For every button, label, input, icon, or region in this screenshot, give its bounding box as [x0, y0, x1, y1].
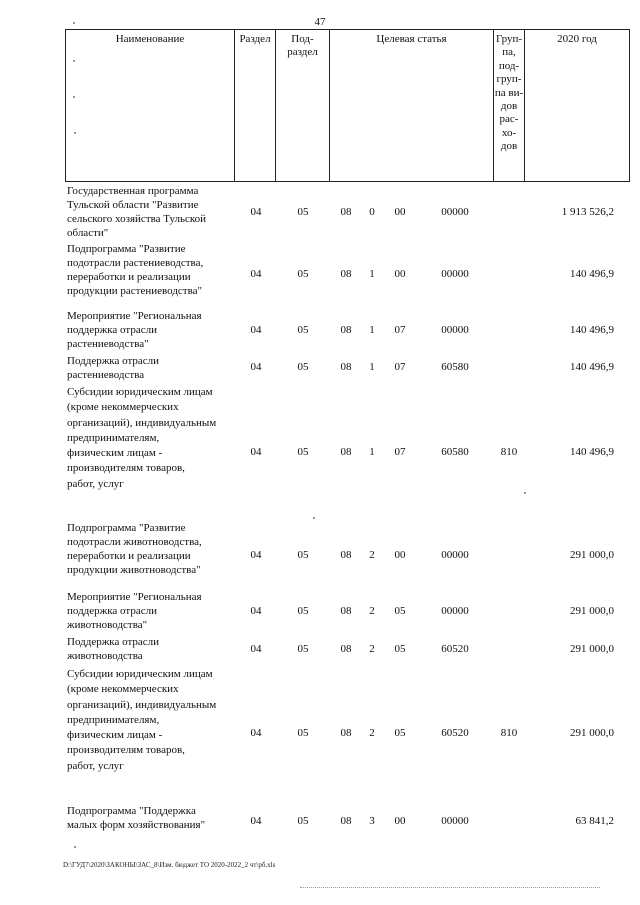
row-name: Государственная программа Тульской области "Развитие сельского хозяйства Тульской области" [67, 185, 207, 239]
cell-measure: 00 [394, 206, 406, 218]
cell-subprogram: 2 [369, 605, 375, 617]
row-name: Подпрограмма "Развитие подотрасли растениеводства, переработки и реализации продукции растениеводства" [67, 243, 204, 297]
cell-direction: 00000 [441, 324, 469, 336]
cell-program: 08 [340, 549, 352, 561]
cell-sum: 291 000,0 [570, 605, 614, 617]
cell-razdel: 04 [250, 446, 262, 458]
row-name: Подпрограмма "Развитие подотрасли животноводства, переработки и реализации продукции животноводства" [67, 522, 202, 576]
cell-direction: 00000 [441, 815, 469, 827]
cell-program: 08 [340, 268, 352, 280]
cell-podrazdel: 05 [297, 815, 309, 827]
row-name: Субсидии юридическим лицам (кроме некоммерческих организаций), индивидуальным предпринимателям, физическим лицам - производителям товаров, работ, услуг [67, 668, 217, 772]
header-celevaya: Целевая статья [376, 33, 447, 45]
row-name: Мероприятие "Региональная поддержка отрасли животноводства" [67, 591, 202, 631]
cell-podrazdel: 05 [297, 324, 309, 336]
cell-program: 08 [340, 815, 352, 827]
cell-measure: 05 [394, 643, 406, 655]
cell-subprogram: 1 [369, 361, 375, 373]
cell-subprogram: 0 [369, 206, 375, 218]
header-divider [524, 29, 525, 182]
cell-sum: 140 496,9 [570, 324, 614, 336]
scan-speck [73, 96, 75, 98]
row-name: Субсидии юридическим лицам (кроме некоммерческих организаций), индивидуальным предпринимателям, физическим лицам - производителям товаров, работ, услуг [67, 386, 217, 490]
scan-speck [74, 846, 76, 848]
scan-speck [313, 517, 315, 519]
scan-speck [73, 22, 75, 24]
cell-subprogram: 3 [369, 815, 375, 827]
page-number: 47 [314, 16, 326, 28]
cell-direction: 60520 [441, 643, 469, 655]
header-divider [234, 29, 235, 182]
cell-razdel: 04 [250, 605, 262, 617]
cell-sum: 63 841,2 [575, 815, 614, 827]
table-header [65, 29, 630, 182]
cell-direction: 60580 [441, 446, 469, 458]
cell-razdel: 04 [250, 727, 262, 739]
cell-measure: 05 [394, 605, 406, 617]
cell-program: 08 [340, 643, 352, 655]
cell-measure: 00 [394, 268, 406, 280]
scan-speck [524, 492, 526, 494]
cell-measure: 07 [394, 446, 406, 458]
cell-sum: 140 496,9 [570, 446, 614, 458]
cell-subprogram: 2 [369, 643, 375, 655]
cell-podrazdel: 05 [297, 268, 309, 280]
cell-measure: 00 [394, 815, 406, 827]
cell-sum: 291 000,0 [570, 643, 614, 655]
cell-subprogram: 1 [369, 324, 375, 336]
row-name: Поддержка отрасли животноводства [67, 636, 160, 662]
cell-sum: 291 000,0 [570, 549, 614, 561]
cell-podrazdel: 05 [297, 446, 309, 458]
cell-direction: 00000 [441, 268, 469, 280]
cell-direction: 00000 [441, 206, 469, 218]
cell-podrazdel: 05 [297, 549, 309, 561]
cell-measure: 07 [394, 361, 406, 373]
cell-measure: 07 [394, 324, 406, 336]
cell-razdel: 04 [250, 361, 262, 373]
scan-speck [73, 60, 75, 62]
cell-program: 08 [340, 727, 352, 739]
cell-sum: 140 496,9 [570, 268, 614, 280]
header-podrazdel: Под- раздел [287, 33, 318, 58]
row-name: Подпрограмма "Поддержка малых форм хозяйствования" [67, 805, 206, 831]
cell-subprogram: 1 [369, 446, 375, 458]
cell-program: 08 [340, 206, 352, 218]
cell-program: 08 [340, 446, 352, 458]
cell-expense-type: 810 [500, 446, 518, 458]
cell-program: 08 [340, 605, 352, 617]
cell-direction: 00000 [441, 549, 469, 561]
cell-sum: 140 496,9 [570, 361, 614, 373]
cell-sum: 1 913 526,2 [561, 206, 614, 218]
cell-direction: 00000 [441, 605, 469, 617]
cell-program: 08 [340, 324, 352, 336]
footer-divider [300, 887, 600, 888]
cell-podrazdel: 05 [297, 605, 309, 617]
cell-subprogram: 2 [369, 727, 375, 739]
cell-expense-type: 810 [500, 727, 518, 739]
row-name: Мероприятие "Региональная поддержка отрасли растениеводства" [67, 310, 202, 350]
cell-measure: 00 [394, 549, 406, 561]
cell-direction: 60520 [441, 727, 469, 739]
cell-razdel: 04 [250, 324, 262, 336]
cell-razdel: 04 [250, 549, 262, 561]
cell-direction: 60580 [441, 361, 469, 373]
cell-subprogram: 2 [369, 549, 375, 561]
footer-file-path: D:\ГУД7\2020\ЗАКОНЫ\ЗАС_8\Изм. бюджет ТО 2020-2022_2 чт\рб.xls [63, 861, 276, 869]
cell-podrazdel: 05 [297, 727, 309, 739]
cell-podrazdel: 05 [297, 206, 309, 218]
cell-razdel: 04 [250, 815, 262, 827]
cell-sum: 291 000,0 [570, 727, 614, 739]
cell-program: 08 [340, 361, 352, 373]
scan-speck [74, 132, 76, 134]
row-name: Поддержка отрасли растениеводства [67, 355, 160, 381]
header-razdel: Раздел [239, 33, 271, 45]
cell-subprogram: 1 [369, 268, 375, 280]
cell-podrazdel: 05 [297, 643, 309, 655]
cell-podrazdel: 05 [297, 361, 309, 373]
cell-razdel: 04 [250, 643, 262, 655]
cell-measure: 05 [394, 727, 406, 739]
header-divider [329, 29, 330, 182]
header-gruppa: Груп- па, под- груп- па ви- дов рас- хо- дов [494, 33, 524, 153]
header-year: 2020 год [557, 33, 597, 45]
header-name: Наименование [115, 33, 185, 45]
cell-razdel: 04 [250, 206, 262, 218]
cell-razdel: 04 [250, 268, 262, 280]
